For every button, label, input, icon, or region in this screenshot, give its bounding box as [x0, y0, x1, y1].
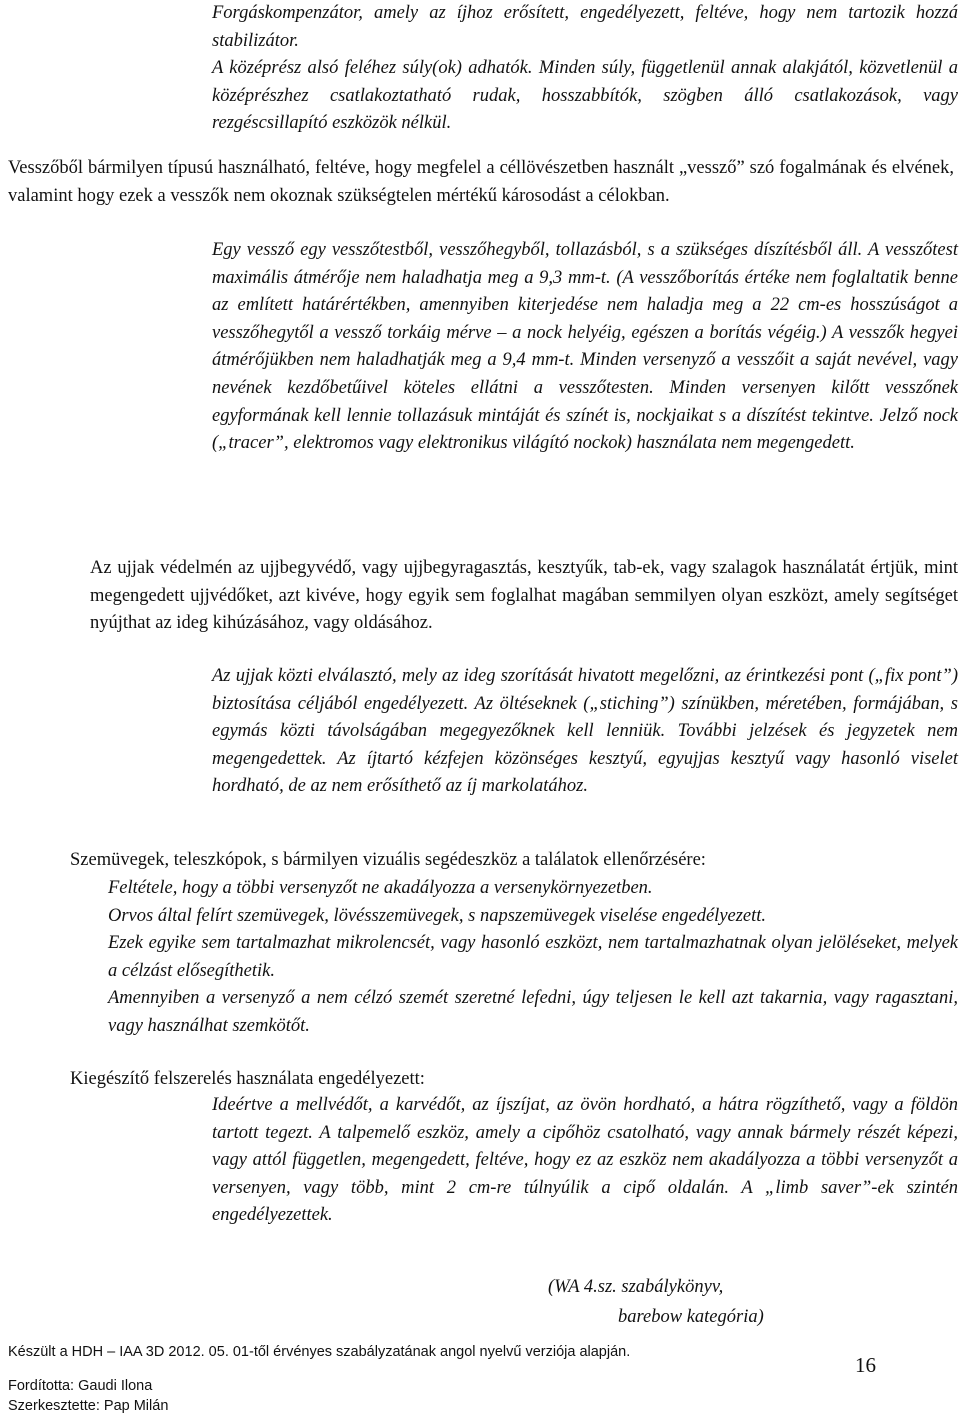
intro-line-2: A középrész alsó feléhez súly(ok) adhatók. Minden súly, függetlenül annak alakjától, közvetlenül a középrészhez csatlakoztatható rudak, hosszabbítók, szögben álló csatlakozások, vagy rezgéscsillapító eszközök nélkül. — [212, 58, 958, 134]
footer-note: Készült a HDH – IAA 3D 2012. 05. 01-től érvényes szabályzatának angol nyelvű verziója alapján. — [8, 1344, 631, 1360]
glasses-heading: Szemüvegek, teleszkópok, s bármilyen vizuális segédeszköz a találatok ellenőrzésére: — [70, 850, 706, 870]
credits — [8, 1376, 168, 1416]
finger-protection-paragraph: Az ujjak védelmén az ujjbegyvédő, vagy ujjbegyragasztás, kesztyűk, tab-ek, vagy szalagok használatát értjük, mint megengedett ujjvédőket, azt kivéve, hogy egyik sem foglalhat magában semmilyen olyan eszközt, amely segítséget nyújthat az ideg kihúzásához, vagy oldásához. — [90, 558, 958, 634]
page-number: 16 — [855, 1353, 876, 1377]
intro-line-1: Forgáskompenzátor, amely az íjhoz erősített, engedélyezett, feltéve, hogy nem tartozik hozzá stabilizátor. — [212, 3, 958, 51]
reference-line-2: barebow kategória) — [618, 1307, 764, 1327]
glasses-detail — [108, 875, 958, 1041]
intro-paragraph — [212, 0, 958, 138]
glasses-line-1: Feltétele, hogy a többi versenyzőt ne akadályozza a versenykörnyezetben. — [108, 878, 653, 898]
editor-credit: Szerkesztette: Pap Milán — [8, 1398, 169, 1414]
arrows-paragraph: Vesszőből bármilyen típusú használható, feltéve, hogy megfelel a céllövészetben használt „vessző” szó fogalmának és elvének, valamint hogy ezek a vesszők nem okoznak szükségtelen mértékű károsodást a célokban. — [8, 158, 954, 206]
reference-line-1: (WA 4.sz. szabálykönyv, — [548, 1277, 724, 1297]
accessories-heading: Kiegészítő felszerelés használata engedélyezett: — [70, 1069, 425, 1089]
finger-protection-detail: Az ujjak közti elválasztó, mely az ideg szorítását hivatott megelőzni, az érintkezési pont („fix pont”) biztosítása céljából engedélyezett. Az öltéseknek („stiching”) színükben, méretében, formájában, s egymás közti távolságában megegyezőknek kell lenniük. További jelzések és jegyzetek nem megengedettek. Az íjtartó kézfejen közönséges kesztyű, egyujjas kesztyű vagy hasonló viselet hordható, de az nem erősíthető az íj markolatához. — [212, 666, 958, 797]
accessories-detail: Ideértve a mellvédőt, a karvédőt, az íjszíjat, az övön hordható, a hátra rögzíthető, vagy a földön tartott tegezt. A talpemelő eszköz, amely a cipőhöz csatolható, vagy annak bármely részét képezi, vagy attól független, megengedett, feltéve, hogy ez az eszköz nem akadályozza a többi versenyzőt a versenyen, vagy több, mint 2 cm-re túlnyúlik a cipő oldalán. A „limb saver”-ek szintén engedélyezettek. — [212, 1095, 958, 1226]
rulebook-reference — [548, 1272, 764, 1332]
translator-credit: Fordította: Gaudi Ilona — [8, 1378, 153, 1394]
glasses-line-2: Orvos által felírt szemüvegek, lövésszemüvegek, s napszemüvegek viselése engedélyezett. — [108, 905, 767, 926]
glasses-line-3: Ezek egyike sem tartalmazhat mikrolencsét, vagy hasonló eszközt, nem tartalmazhatnak olyan jelöléseket, melyek a célzást elősegíthetik. — [108, 933, 958, 981]
arrows-detail: Egy vessző egy vesszőtestből, vesszőhegyből, tollazásból, s a szükséges díszítésből áll. A vesszőtest maximális átmérője nem haladhatja meg a 9,3 mm-t. (A vesszőborítás értéke nem foglaltatik benne az említett határértékben, amennyiben kiterjedése nem haladja meg a 22 cm-es hosszúságot a vesszőhegytől a vessző torkáig mérve – a nock helyéig, egészen a borítás végéig.) A vesszők hegyei átmérőjükben nem haladhatják meg a 9,4 mm-t. Minden versenyző a vesszőit a saját nevével, vagy nevének kezdőbetűivel köteles ellátni a vesszőtesten. Minden versenyen kilőtt vesszőnek egyformának kell lennie tollazásuk mintáját és színét is, nockjaikat s a díszítést tekintve. Jelző nock („tracer”, elektromos vagy elektronikus világító nockok) használata nem megengedett. — [212, 240, 958, 454]
glasses-line-4: Amennyiben a versenyző a nem célzó szemét szeretné lefedni, úgy teljesen le kell azt takarnia, vagy ragasztani, vagy használhat szemkötőt. — [108, 988, 958, 1036]
